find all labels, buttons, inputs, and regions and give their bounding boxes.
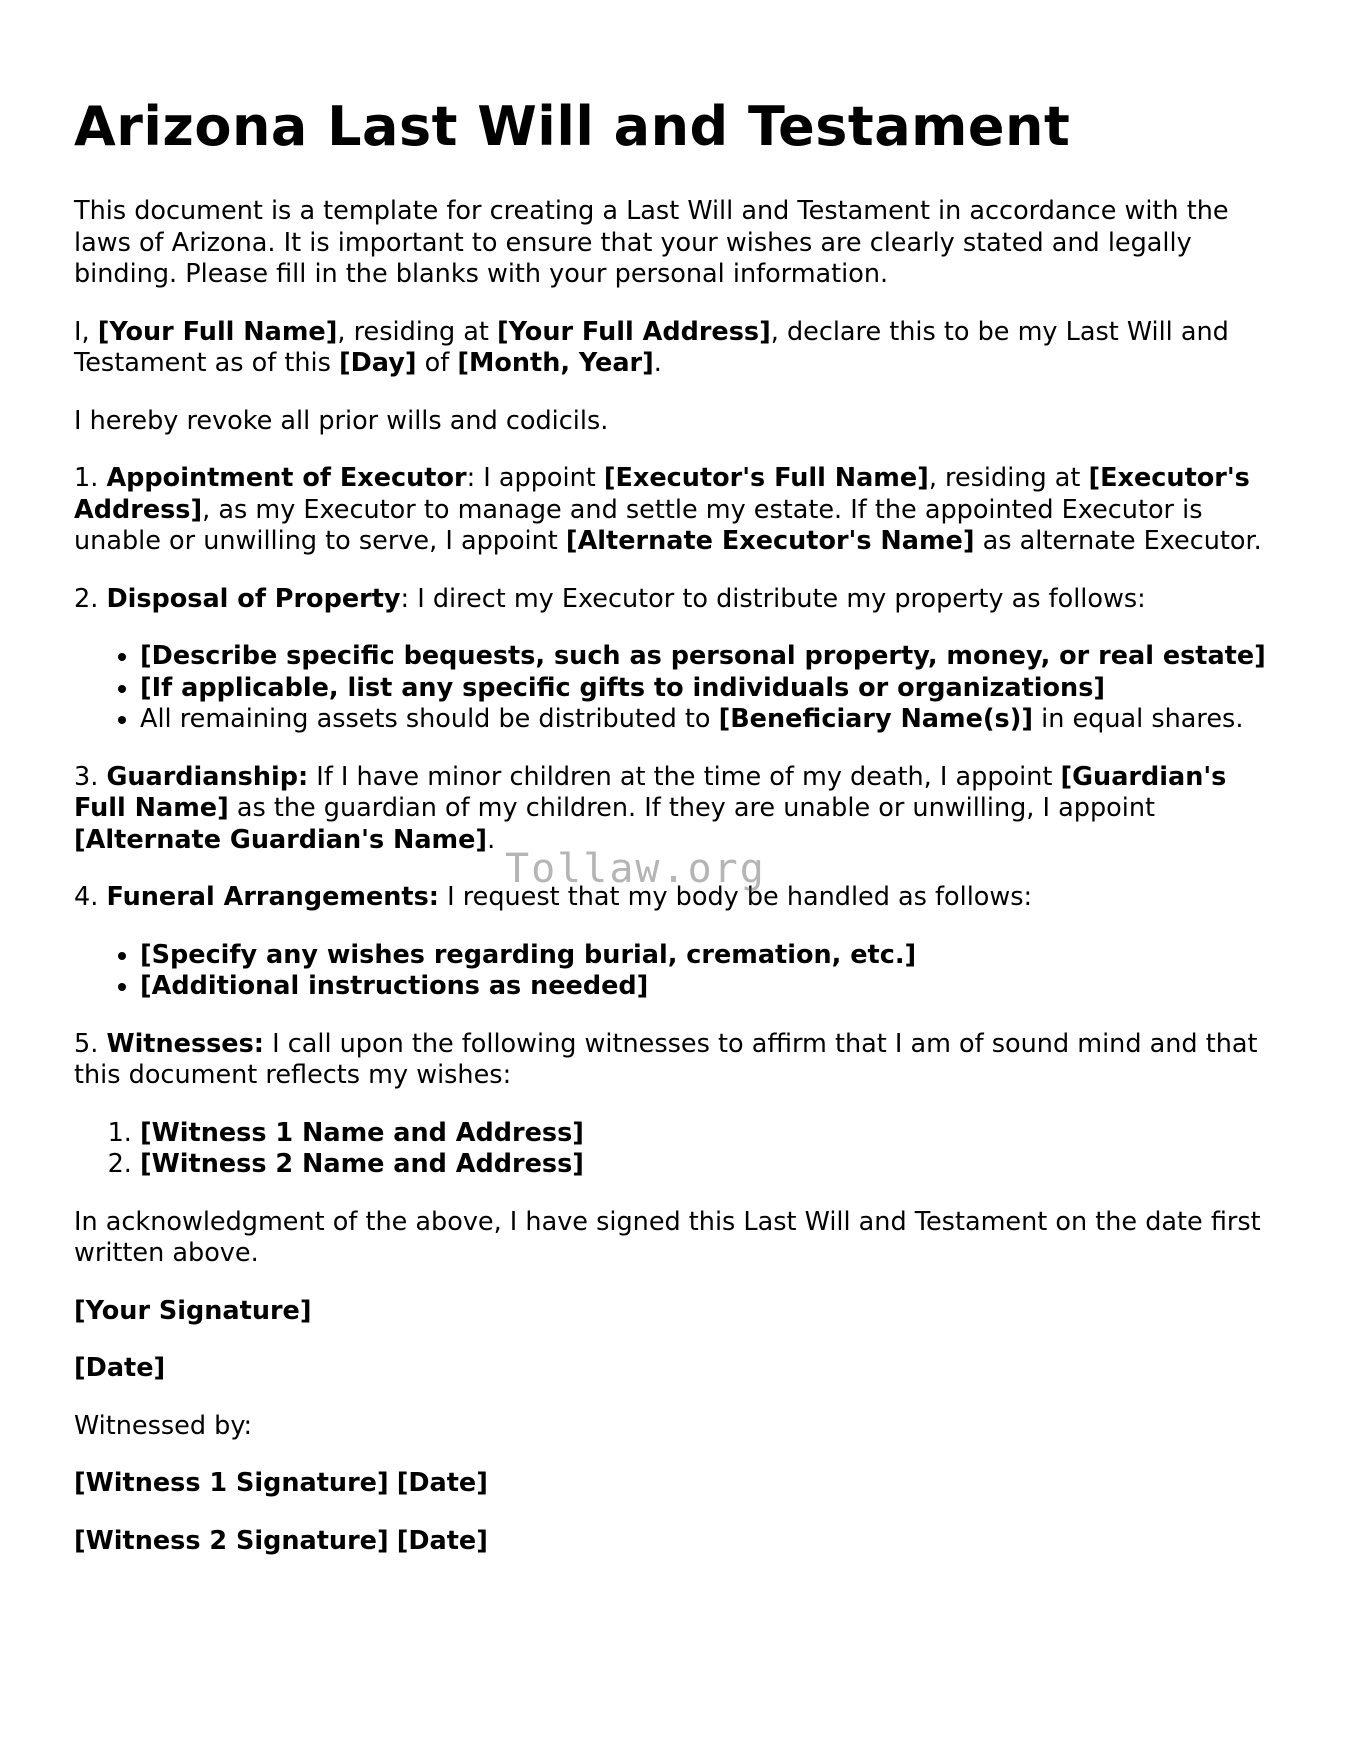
list-item: • [Specify any wishes regarding burial, cremation, etc.]	[140, 940, 1284, 972]
list-item: • [Describe specific bequests, such as personal property, money, or real estate]	[140, 641, 1284, 673]
witnessed-by-label: Witnessed by:	[74, 1410, 253, 1441]
witness-2-signature-line: [Witness 2 Signature] [Date]	[74, 1525, 488, 1556]
acknowledgment-paragraph: In acknowledgment of the above, I have signed this Last Will and Testament on the date first written above.	[74, 1206, 1261, 1268]
guardianship-heading: Guardianship:	[106, 761, 309, 792]
property-section: 2. Disposal of Property: I direct my Executor to distribute my property as follows:	[74, 583, 1146, 614]
full-address-placeholder: [Your Full Address]	[497, 316, 771, 347]
property-heading: Disposal of Property	[106, 583, 401, 614]
month-year-placeholder: [Month, Year]	[457, 348, 654, 378]
witness-1-signature-line: [Witness 1 Signature] [Date]	[74, 1468, 488, 1498]
executor-address-placeholder: [Executor's Address]	[74, 463, 1250, 525]
witnesses-heading: Witnesses:	[106, 1028, 264, 1059]
list-item: • All remaining assets should be distributed to [Beneficiary Name(s)] in equal shares.	[140, 704, 1284, 736]
watermark: Tollaw.org	[505, 846, 766, 892]
day-placeholder: [Day]	[338, 348, 417, 378]
list-item: • [If applicable, list any specific gifts to individuals or organizations]	[140, 673, 1284, 705]
list-item: 1. [Witness 1 Name and Address]	[140, 1118, 1284, 1150]
declaration-paragraph: I, [Your Full Name], residing at [Your Full Address], declare this to be my Last Will and Testament as of this [Day] of [Month, Year].	[74, 316, 1229, 378]
guardian-name-placeholder: [Guardian's Full Name]	[74, 761, 1227, 823]
beneficiary-placeholder: [Beneficiary Name(s)]	[718, 704, 1034, 734]
full-name-placeholder: [Your Full Name]	[97, 316, 338, 347]
funeral-section: 4. Funeral Arrangements: I request that my body be handled as follows:	[74, 882, 1033, 912]
executor-section: 1. Appointment of Executor: I appoint [Executor's Full Name], residing at [Executor's Address], as my Executor to manage and settle my estate. If the appointed Executor is unable or unwilling to serve, I appoint [Alternate Executor's Name] as alternate Executor.	[74, 463, 1262, 556]
revoke-paragraph: I hereby revoke all prior wills and codicils.	[74, 405, 609, 436]
intro-paragraph: This document is a template for creating a Last Will and Testament in accordance with the laws of Arizona. It is important to ensure that your wishes are clearly stated and legally binding. Please fill in the blanks with your personal information.	[74, 196, 1229, 289]
executor-heading: Appointment of Executor	[106, 463, 467, 493]
document-page	[74, 96, 1284, 1583]
alternate-guardian-placeholder: [Alternate Guardian's Name]	[74, 824, 488, 855]
list-item: 2. [Witness 2 Name and Address]	[140, 1149, 1284, 1181]
signature-line: [Your Signature]	[74, 1295, 312, 1326]
funeral-list	[74, 940, 1284, 1003]
funeral-heading: Funeral Arrangements:	[106, 882, 439, 912]
guardianship-section: 3. Guardianship: If I have minor children at the time of my death, I appoint [Guardian's Full Name] as the guardian of my children. If they are unable or unwilling, I appoint [Alternate Guardian's Name].	[74, 761, 1227, 855]
document-title: Arizona Last Will and Testament	[74, 95, 1071, 158]
witnesses-list	[74, 1118, 1284, 1181]
property-list	[74, 641, 1284, 736]
executor-name-placeholder: [Executor's Full Name]	[603, 463, 929, 493]
list-item: • [Additional instructions as needed]	[140, 971, 1284, 1003]
date-line: [Date]	[74, 1353, 166, 1383]
witnesses-section: 5. Witnesses: I call upon the following witnesses to affirm that I am of sound mind and that this document reflects my wishes:	[74, 1028, 1258, 1090]
alternate-executor-placeholder: [Alternate Executor's Name]	[565, 526, 975, 556]
